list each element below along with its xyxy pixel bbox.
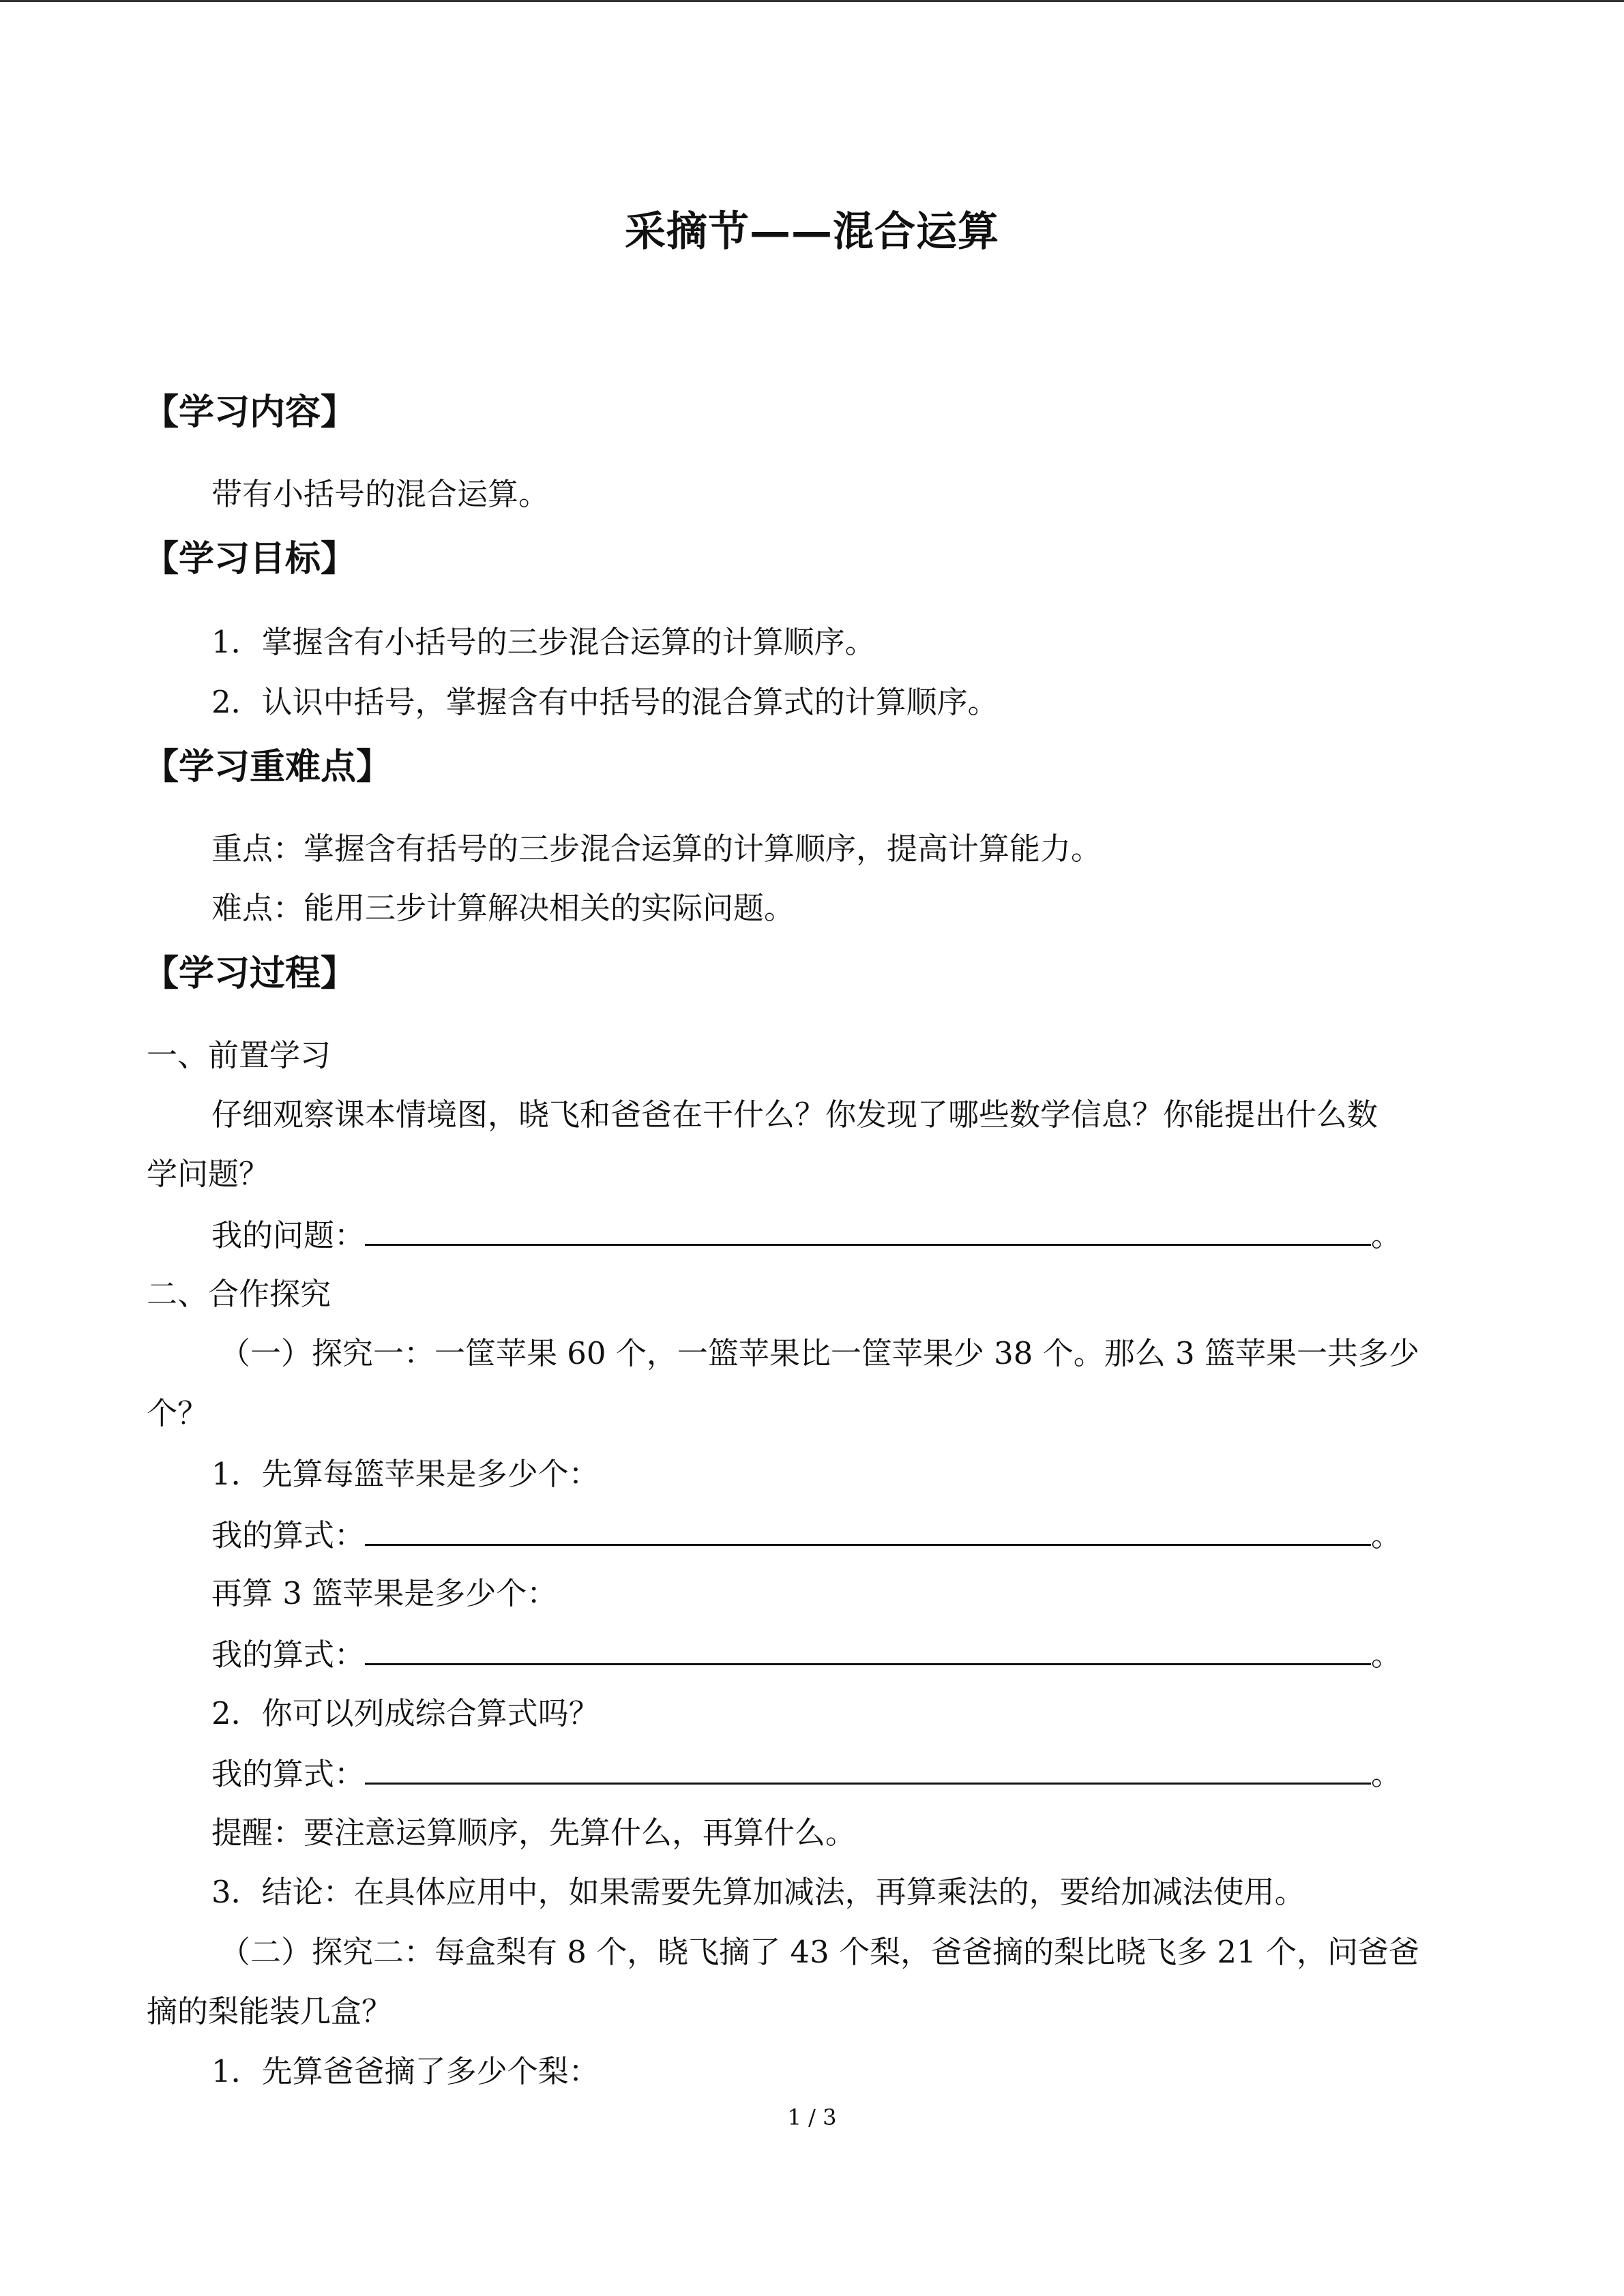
explore2-line1: （二）探究二：每盒梨有 8 个，晓飞摘了 43 个梨，爸爸摘的梨比晓飞多 21 个，问爸爸 (220, 1934, 1419, 1970)
part1-label: 一、前置学习 (147, 1037, 331, 1073)
formula-answer-blank-3[interactable] (365, 1753, 1371, 1785)
explore1-step2: 2．你可以列成综合算式吗？ (211, 1695, 600, 1731)
period-mark: 。 (1371, 1217, 1402, 1253)
formula-answer-blank-1[interactable] (365, 1514, 1371, 1546)
heading-learning-content: 【学习内容】 (143, 392, 357, 433)
period-mark: 。 (1371, 1756, 1402, 1792)
page-number: 1 / 3 (787, 2104, 837, 2130)
explore1-then: 再算 3 篮苹果是多少个： (211, 1575, 558, 1611)
goal-item-2: 2．认识中括号，掌握含有中括号的混合算式的计算顺序。 (211, 684, 999, 720)
formula-row-2 (211, 1633, 1402, 1675)
my-question-label: 我的问题： (211, 1217, 366, 1253)
key-point-text: 重点：掌握含有括号的三步混合运算的计算顺序，提高计算能力。 (211, 831, 1102, 867)
learning-content-text: 带有小括号的混合运算。 (211, 476, 550, 512)
my-question-row (211, 1214, 1402, 1256)
goal-item-1: 1．掌握含有小括号的三步混合运算的计算顺序。 (211, 624, 876, 660)
heading-learning-process: 【学习过程】 (143, 953, 357, 994)
part1-question-line1: 仔细观察课本情境图，晓飞和爸爸在干什么？你发现了哪些数学信息？你能提出什么数 (211, 1097, 1378, 1133)
period-mark: 。 (1371, 1637, 1402, 1673)
reminder-text: 提醒：要注意运算顺序，先算什么，再算什么。 (211, 1815, 857, 1851)
formula-row-1 (211, 1514, 1402, 1556)
formula-answer-blank-2[interactable] (365, 1633, 1371, 1665)
explore2-line2: 摘的梨能装几盒？ (147, 1993, 393, 2029)
explore2-step1: 1．先算爸爸摘了多少个梨： (211, 2053, 600, 2089)
conclusion-text: 3．结论：在具体应用中，如果需要先算加减法，再算乘法的，要给加减法使用。 (211, 1874, 1305, 1910)
explore1-line2: 个？ (147, 1395, 209, 1431)
formula-label: 我的算式： (211, 1517, 366, 1553)
formula-label: 我的算式： (211, 1637, 366, 1673)
difficult-point-text: 难点：能用三步计算解决相关的实际问题。 (211, 890, 795, 926)
formula-label: 我的算式： (211, 1756, 366, 1792)
part2-label: 二、合作探究 (147, 1276, 331, 1312)
document-title: 采摘节——混合运算 (625, 208, 999, 256)
explore1-line1: （一）探究一：一筐苹果 60 个，一篮苹果比一筐苹果少 38 个。那么 3 篮苹果一共多少 (220, 1335, 1419, 1371)
heading-key-difficult-points: 【学习重难点】 (143, 747, 392, 788)
my-question-answer-blank[interactable] (365, 1214, 1371, 1246)
period-mark: 。 (1371, 1517, 1402, 1553)
formula-row-3 (211, 1753, 1402, 1795)
part1-question-line2: 学问题？ (147, 1156, 270, 1192)
page-top-border (0, 0, 1624, 2)
heading-learning-goals: 【学习目标】 (143, 539, 357, 580)
explore1-step1: 1．先算每篮苹果是多少个： (211, 1456, 600, 1492)
